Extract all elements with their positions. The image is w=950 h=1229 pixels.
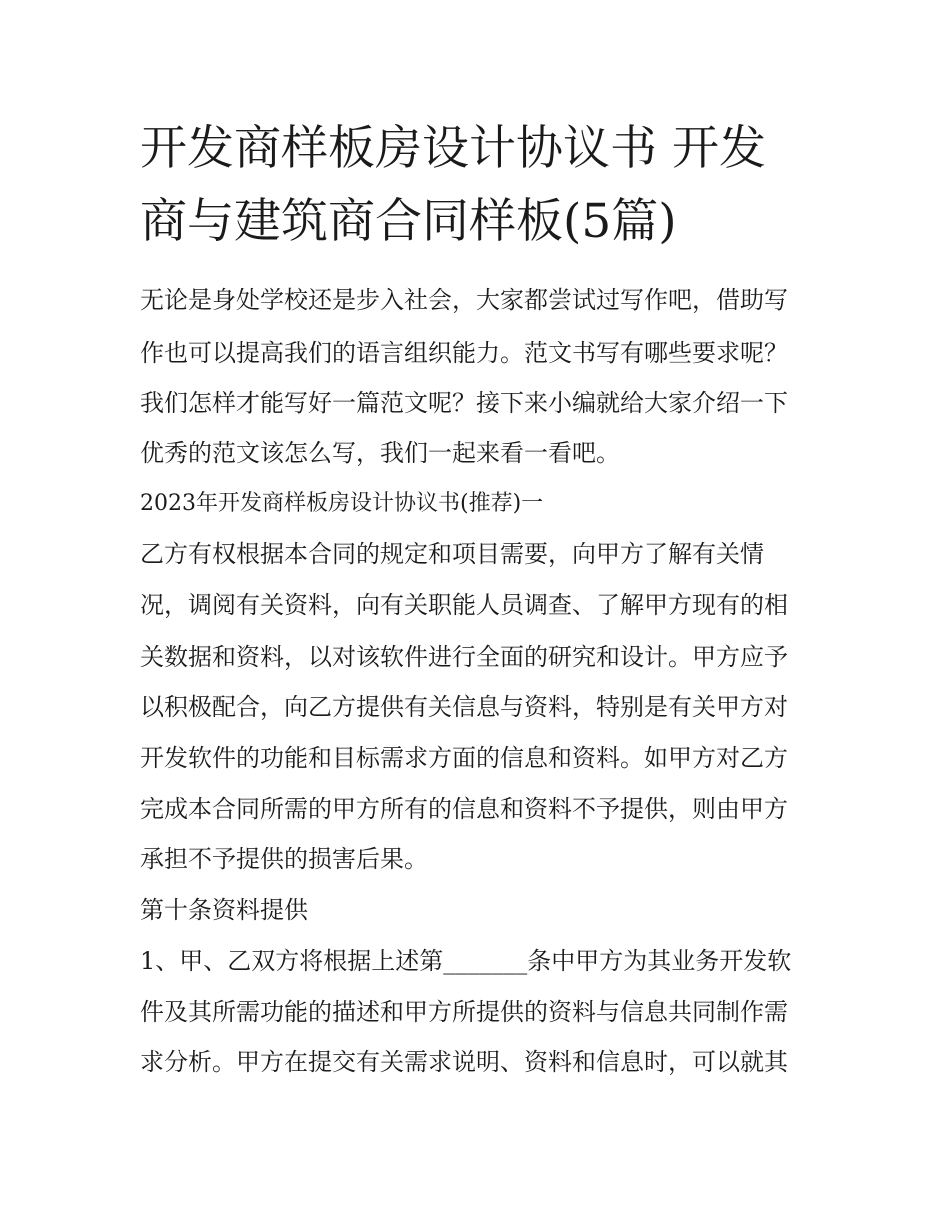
paragraph-line-4: 以积极配合，向乙方提供有关信息与资料，特别是有关甲方对	[140, 693, 788, 721]
paragraph-line-5: 开发软件的功能和目标需求方面的信息和资料。如甲方对乙方	[140, 744, 788, 772]
paragraph-line-3: 关数据和资料，以对该软件进行全面的研究和设计。甲方应予	[140, 643, 788, 671]
clause-line-1: 1、甲、乙双方将根据上述第_______条中甲方为其业务开发软	[140, 947, 792, 975]
clause-line-2: 件及其所需功能的描述和甲方所提供的资料与信息共同制作需	[140, 998, 788, 1026]
document-title	[140, 112, 830, 258]
paragraph-line-1: 乙方有权根据本合同的规定和项目需要，向甲方了解有关情	[140, 540, 764, 568]
paragraph-line-2: 况，调阅有关资料，向有关职能人员调查、了解甲方现有的相	[140, 591, 788, 619]
paragraph-line-6: 完成本合同所需的甲方所有的信息和资料不予提供，则由甲方	[140, 795, 788, 823]
intro-line-3: 我们怎样才能写好一篇范文呢？接下来小编就给大家介绍一下	[140, 389, 788, 417]
intro-line-1: 无论是身处学校还是步入社会，大家都尝试过写作吧，借助写	[140, 286, 788, 314]
clause-line-3: 求分析。甲方在提交有关需求说明、资料和信息时，可以就其	[140, 1048, 788, 1076]
paragraph-line-7: 承担不予提供的损害后果。	[140, 845, 428, 873]
title-line-2: 商与建筑商合同样板(5篇)	[140, 194, 677, 249]
intro-line-4: 优秀的范文该怎么写，我们一起来看一看吧。	[140, 439, 620, 467]
title-line-1: 开发商样板房设计协议书 开发	[140, 121, 766, 176]
article-heading: 第十条资料提供	[140, 896, 308, 924]
section-heading: 2023年开发商样板房设计协议书(推荐)一	[140, 491, 544, 516]
intro-line-2: 作也可以提高我们的语言组织能力。范文书写有哪些要求呢？	[140, 339, 788, 367]
